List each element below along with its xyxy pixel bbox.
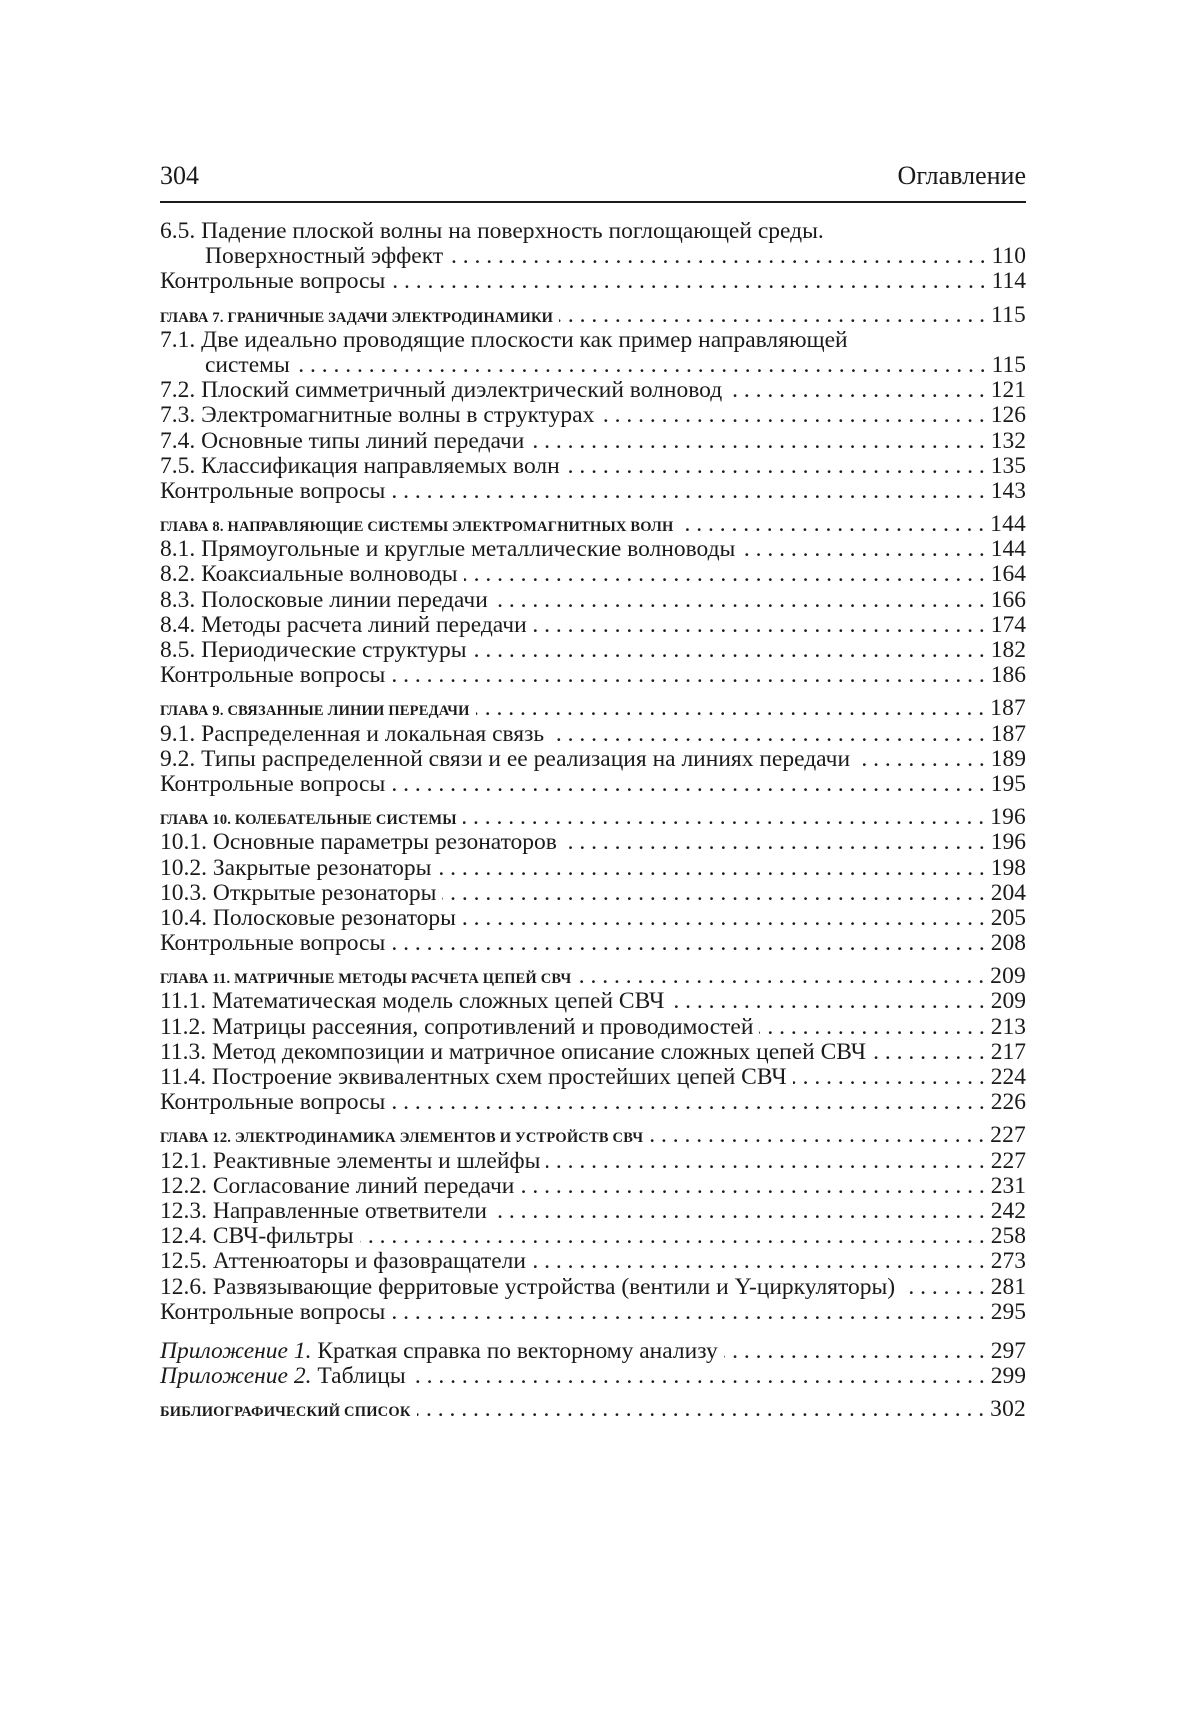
toc-entry[interactable] [160, 931, 1026, 956]
toc-entry[interactable] [160, 328, 1026, 353]
toc-entry-title: 10.4. Полосковые резонаторы [160, 904, 456, 931]
toc-page-number: 217 [990, 1038, 1026, 1065]
toc-page-number: 114 [991, 268, 1026, 295]
page-header [160, 160, 1026, 192]
toc-entry[interactable] [160, 1339, 1026, 1364]
dot-leader [494, 588, 985, 613]
dot-leader [391, 1090, 984, 1115]
toc-chapter-heading[interactable] [160, 696, 1026, 721]
toc-chapter-heading[interactable] [160, 964, 1026, 989]
toc-entry-title: ГЛАВА 10. КОЛЕБАТЕЛЬНЫЕ СИСТЕМЫ [160, 812, 457, 829]
running-title: Оглавление [897, 161, 1026, 190]
toc-entry-title: системы [205, 351, 290, 378]
toc-entry[interactable] [160, 429, 1026, 454]
toc-entry-title: 12.3. Направленные ответвители [160, 1197, 487, 1224]
dot-leader [449, 244, 985, 269]
toc-entry[interactable] [160, 537, 1026, 562]
toc-entry[interactable] [160, 219, 1026, 244]
dot-leader [724, 1339, 985, 1364]
toc-page-number: 187 [990, 720, 1026, 747]
dot-leader [296, 353, 986, 378]
dot-leader [417, 1397, 985, 1422]
toc-chapter-heading[interactable] [160, 805, 1026, 830]
toc-page-number: 227 [990, 1122, 1026, 1149]
appendix-label: Приложение 2. [160, 1363, 312, 1390]
dot-leader [391, 269, 985, 294]
dot-leader [546, 1149, 984, 1174]
toc-entry[interactable] [160, 1015, 1026, 1040]
toc-page-number: 226 [990, 1089, 1026, 1116]
toc-page-number: 242 [990, 1197, 1026, 1224]
toc-page-number: 295 [990, 1298, 1026, 1325]
toc-page-number: 144 [990, 536, 1026, 563]
page-number: 304 [160, 161, 199, 190]
toc-entry-title: 7.1. Две идеально проводящие плоскости как пример направляющей [160, 326, 848, 353]
dot-leader [493, 1199, 985, 1224]
toc-entry-title: ГЛАВА 8. НАПРАВЛЯЮЩИЕ СИСТЕМЫ ЭЛЕКТРОМАГНИТНЫХ ВОЛН [160, 519, 674, 536]
dot-leader [670, 989, 984, 1014]
toc-entry-title: 11.1. Математическая модель сложных цепей СВЧ [160, 988, 665, 1015]
toc-entry[interactable] [160, 1174, 1026, 1199]
toc-entry[interactable] [160, 1040, 1026, 1065]
toc-page-number: 115 [991, 351, 1026, 378]
toc-entry-title: 11.4. Построение эквивалентных схем простейших цепей СВЧ [160, 1064, 787, 1090]
toc-entry-title: 8.4. Методы расчета линий передачи [160, 611, 527, 638]
toc-page-number: 187 [990, 695, 1026, 722]
toc-page-number: 121 [990, 377, 1026, 404]
toc-page-number: 209 [990, 988, 1026, 1015]
toc-entry[interactable] [160, 588, 1026, 613]
toc-entry[interactable] [160, 479, 1026, 504]
dot-leader [530, 429, 984, 454]
toc-entry[interactable] [160, 1275, 1026, 1300]
toc-page-number: 209 [990, 963, 1026, 990]
toc-entry[interactable] [160, 989, 1026, 1014]
toc-entry-title: ГЛАВА 9. СВЯЗАННЫЕ ЛИНИИ ПЕРЕДАЧИ [160, 703, 470, 720]
table-of-contents [160, 219, 1026, 1422]
toc-entry[interactable] [160, 881, 1026, 906]
toc-entry-title: Контрольные вопросы [160, 930, 386, 957]
toc-entry-title: 7.2. Плоский симметричный диэлектрический волновод [160, 377, 723, 404]
toc-page-number: 174 [990, 611, 1026, 638]
dot-leader [872, 1040, 985, 1065]
toc-entry[interactable] [160, 562, 1026, 587]
toc-entry-title: 12.6. Развязывающие ферритовые устройства (вентили и Y-циркуляторы) [160, 1273, 896, 1300]
toc-entry-title: Контрольные вопросы [160, 662, 386, 689]
dot-leader [728, 378, 985, 403]
dot-leader [566, 454, 985, 479]
toc-entry[interactable] [160, 1224, 1026, 1249]
dot-leader [559, 303, 985, 328]
toc-page-number: 196 [990, 829, 1026, 856]
dot-leader [856, 747, 985, 772]
dot-leader [577, 964, 984, 989]
toc-page-number: 231 [990, 1172, 1026, 1199]
toc-entry-title: 6.5. Падение плоской волны на поверхность поглощающей среды. [160, 218, 824, 244]
appendix-title: Краткая справка по векторному анализу [317, 1337, 718, 1364]
toc-entry[interactable] [160, 856, 1026, 881]
toc-entry-title [160, 1339, 718, 1364]
toc-entry[interactable] [160, 1300, 1026, 1325]
toc-entry-title: 10.2. Закрытые резонаторы [160, 854, 432, 881]
dot-leader [391, 931, 984, 956]
toc-page-number: 205 [990, 904, 1026, 931]
toc-page-number: 110 [991, 243, 1026, 270]
toc-page-number: 227 [990, 1147, 1026, 1174]
toc-page-number: 195 [990, 770, 1026, 797]
toc-entry-title: ГЛАВА 12. ЭЛЕКТРОДИНАМИКА ЭЛЕМЕНТОВ И УСТРОЙСТВ СВЧ [160, 1130, 644, 1147]
toc-page-number: 189 [990, 745, 1026, 772]
toc-entry[interactable] [160, 1149, 1026, 1174]
toc-page-number: 196 [990, 804, 1026, 831]
section-gap [160, 1325, 1026, 1339]
toc-entry-title: Контрольные вопросы [160, 477, 386, 504]
toc-entry-title: Контрольные вопросы [160, 268, 386, 295]
toc-page-number: 144 [990, 511, 1026, 538]
toc-entry[interactable] [160, 353, 1026, 378]
toc-entry-title: 10.1. Основные параметры резонаторов [160, 829, 557, 856]
toc-page-number: 164 [990, 561, 1026, 588]
toc-entry-title: 8.3. Полосковые линии передачи [160, 586, 488, 613]
dot-leader [462, 906, 985, 931]
toc-entry[interactable] [160, 906, 1026, 931]
toc-page-number: 204 [990, 879, 1026, 906]
dot-leader [550, 722, 985, 747]
dot-leader [759, 1015, 984, 1040]
dot-leader [464, 562, 985, 587]
dot-leader [463, 805, 984, 830]
toc-entry[interactable] [160, 722, 1026, 747]
appendix-label: Приложение 1. [160, 1337, 312, 1364]
toc-entry-title: БИБЛИОГРАФИЧЕСКИЙ СПИСОК [160, 1404, 411, 1421]
toc-entry-title: Контрольные вопросы [160, 1089, 386, 1116]
dot-leader [793, 1065, 985, 1090]
toc-page-number: 281 [990, 1273, 1026, 1300]
dot-leader [473, 638, 985, 663]
dot-leader [649, 1123, 984, 1148]
dot-leader [391, 1300, 984, 1325]
toc-page-number: 224 [990, 1064, 1026, 1090]
toc-page-number: 126 [990, 402, 1026, 429]
toc-page-number: 273 [990, 1248, 1026, 1275]
toc-entry-title: 12.2. Согласование линий передачи [160, 1172, 515, 1199]
toc-entry[interactable] [160, 1090, 1026, 1115]
toc-chapter-heading[interactable] [160, 1123, 1026, 1148]
toc-entry-title: 7.5. Классификация направляемых волн [160, 452, 560, 479]
toc-entry-title: 8.5. Периодические структуры [160, 637, 467, 663]
toc-chapter-heading[interactable] [160, 303, 1026, 328]
dot-leader [680, 512, 985, 537]
toc-entry[interactable] [160, 244, 1026, 269]
toc-entry-title: 9.1. Распределенная и локальная связь [160, 720, 545, 747]
toc-page-number: 198 [990, 854, 1026, 881]
toc-entry[interactable] [160, 1065, 1026, 1090]
toc-page-number: 299 [990, 1363, 1026, 1390]
dot-leader [412, 1364, 985, 1389]
toc-page-number: 258 [990, 1223, 1026, 1250]
dot-leader [563, 830, 985, 855]
toc-entry-title: 11.2. Матрицы рассеяния, сопротивлений и проводимостей [160, 1013, 754, 1040]
toc-page-number: 297 [990, 1337, 1026, 1364]
toc-page-number: 135 [990, 452, 1026, 479]
appendix-title: Таблицы [317, 1363, 406, 1390]
dot-leader [901, 1275, 985, 1300]
toc-entry[interactable] [160, 403, 1026, 428]
toc-entry-title: 7.3. Электромагнитные волны в структурах [160, 402, 595, 429]
toc-entry[interactable] [160, 1249, 1026, 1274]
dot-leader [391, 479, 984, 504]
toc-entry-title: ГЛАВА 7. ГРАНИЧНЫЕ ЗАДАЧИ ЭЛЕКТРОДИНАМИКИ [160, 309, 554, 326]
toc-page-number: 166 [990, 586, 1026, 613]
toc-entry[interactable] [160, 1364, 1026, 1389]
dot-leader [437, 856, 984, 881]
toc-entry-title: 9.2. Типы распределенной связи и ее реализация на линиях передачи [160, 745, 851, 772]
toc-entry-title: 8.2. Коаксиальные волноводы [160, 561, 458, 588]
toc-entry[interactable] [160, 663, 1026, 688]
toc-page-number: 186 [990, 662, 1026, 689]
dot-leader [442, 881, 984, 906]
toc-entry[interactable] [160, 269, 1026, 294]
toc-page-number: 182 [990, 637, 1026, 663]
dot-leader [520, 1174, 984, 1199]
toc-entry-title: 12.4. СВЧ-фильтры [160, 1223, 354, 1250]
toc-entry-title: 7.4. Основные типы линий передачи [160, 427, 525, 454]
dot-leader [360, 1224, 985, 1249]
toc-entry[interactable] [160, 772, 1026, 797]
toc-entry-title: Поверхностный эффект [205, 243, 444, 270]
toc-page-number: 115 [991, 301, 1026, 328]
toc-entry-title: 11.3. Метод декомпозиции и матричное описание сложных цепей СВЧ [160, 1038, 867, 1065]
toc-entry[interactable] [160, 747, 1026, 772]
toc-entry-title [160, 1364, 406, 1389]
dot-leader [391, 772, 984, 797]
toc-entry-title: 8.1. Прямоугольные и круглые металлические волноводы [160, 536, 736, 563]
toc-page-number: 208 [990, 930, 1026, 957]
dot-leader [533, 613, 985, 638]
toc-entry-title: ГЛАВА 11. МАТРИЧНЫЕ МЕТОДЫ РАСЧЕТА ЦЕПЕЙ СВЧ [160, 971, 572, 988]
toc-entry-title: Контрольные вопросы [160, 1298, 386, 1325]
toc-entry-title: Контрольные вопросы [160, 770, 386, 797]
toc-entry[interactable] [160, 830, 1026, 855]
dot-leader [741, 537, 984, 562]
toc-entry-title: 10.3. Открытые резонаторы [160, 879, 437, 906]
toc-entry[interactable] [160, 378, 1026, 403]
toc-page-number: 143 [990, 477, 1026, 504]
dot-leader [600, 403, 984, 428]
header-rule [160, 201, 1026, 203]
toc-entry-title: 12.5. Аттенюаторы и фазовращатели [160, 1248, 526, 1275]
toc-page-number: 302 [990, 1396, 1026, 1423]
toc-entry[interactable] [160, 454, 1026, 479]
toc-entry[interactable] [160, 613, 1026, 638]
toc-chapter-heading[interactable] [160, 1397, 1026, 1422]
toc-entry-title: 12.1. Реактивные элементы и шлейфы [160, 1147, 541, 1174]
dot-leader [532, 1249, 985, 1274]
dot-leader [476, 696, 985, 721]
toc-entry[interactable] [160, 638, 1026, 663]
toc-chapter-heading[interactable] [160, 512, 1026, 537]
dot-leader [391, 663, 984, 688]
toc-page-number: 213 [990, 1013, 1026, 1040]
toc-page-number: 132 [990, 427, 1026, 454]
toc-entry[interactable] [160, 1199, 1026, 1224]
